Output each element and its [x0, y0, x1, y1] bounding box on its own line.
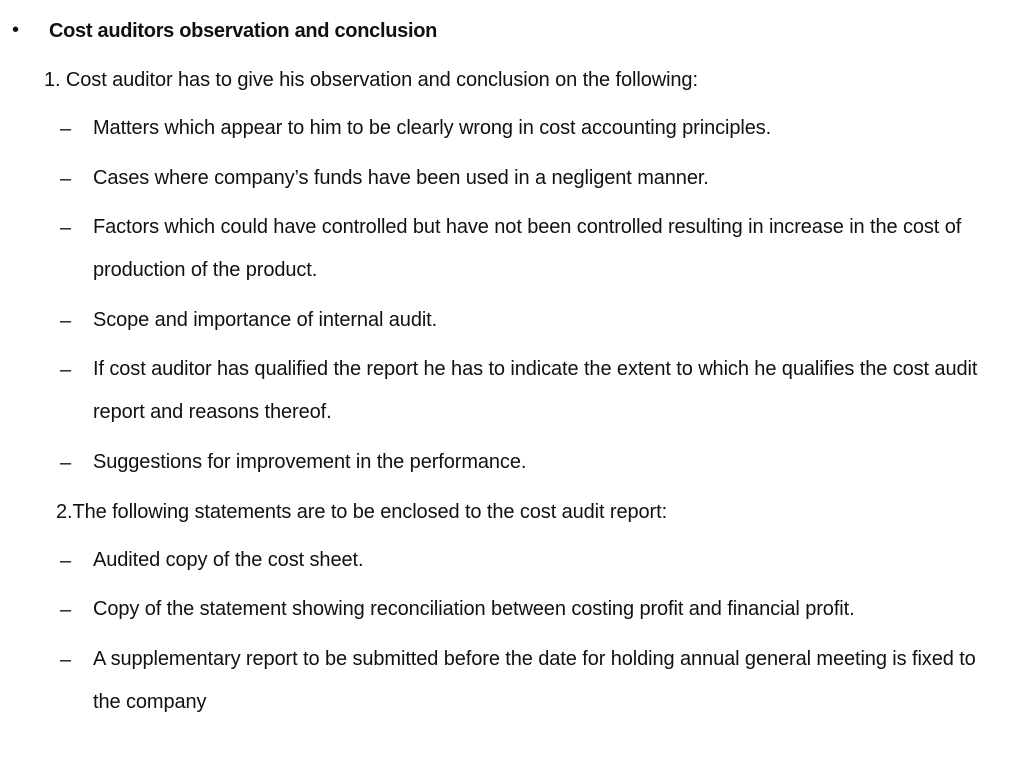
list-item-text: Matters which appear to him to be clearly wrong in cost accounting principles.	[93, 117, 772, 139]
section-heading: Cost auditors observation and conclusion	[49, 20, 438, 42]
list-item-text: Factors which could have controlled but have not been controlled resulting in increase in the cost of production of the product.	[93, 216, 962, 281]
list-item	[0, 597, 1024, 623]
list-item	[0, 647, 1024, 717]
dash-icon: –	[60, 118, 72, 140]
dash-icon: –	[60, 217, 72, 239]
dash-icon: –	[60, 168, 72, 190]
list-item-text: Audited copy of the cost sheet.	[93, 549, 364, 571]
dash-icon: –	[60, 649, 72, 671]
dash-icon: –	[60, 310, 72, 332]
list-item	[0, 215, 1024, 285]
list-item	[0, 357, 1024, 427]
list-item	[0, 450, 1024, 476]
part2-intro: 2.The following statements are to be enclosed to the cost audit report:	[56, 501, 668, 523]
dash-icon: –	[60, 359, 72, 381]
list-item	[0, 548, 1024, 574]
part1-intro: 1. Cost auditor has to give his observation and conclusion on the following:	[44, 69, 698, 91]
list-item	[0, 116, 1024, 142]
section-heading-row	[0, 18, 1024, 44]
list-item-text: Copy of the statement showing reconciliation between costing profit and financial profit.	[93, 598, 855, 620]
list-item-text: Cases where company’s funds have been used in a negligent manner.	[93, 167, 709, 189]
dash-icon: –	[60, 452, 72, 474]
list-item	[0, 308, 1024, 334]
list-item	[0, 166, 1024, 192]
list-item-text: Scope and importance of internal audit.	[93, 309, 438, 331]
dash-icon: –	[60, 550, 72, 572]
bullet-icon: •	[12, 19, 20, 41]
list-item-text: Suggestions for improvement in the performance.	[93, 451, 527, 473]
dash-icon: –	[60, 599, 72, 621]
list-item-text: A supplementary report to be submitted before the date for holding annual general meeting is fixed to the company	[93, 648, 976, 713]
list-item-text: If cost auditor has qualified the report he has to indicate the extent to which he qualifies the cost audit report and reasons thereof.	[93, 358, 978, 423]
